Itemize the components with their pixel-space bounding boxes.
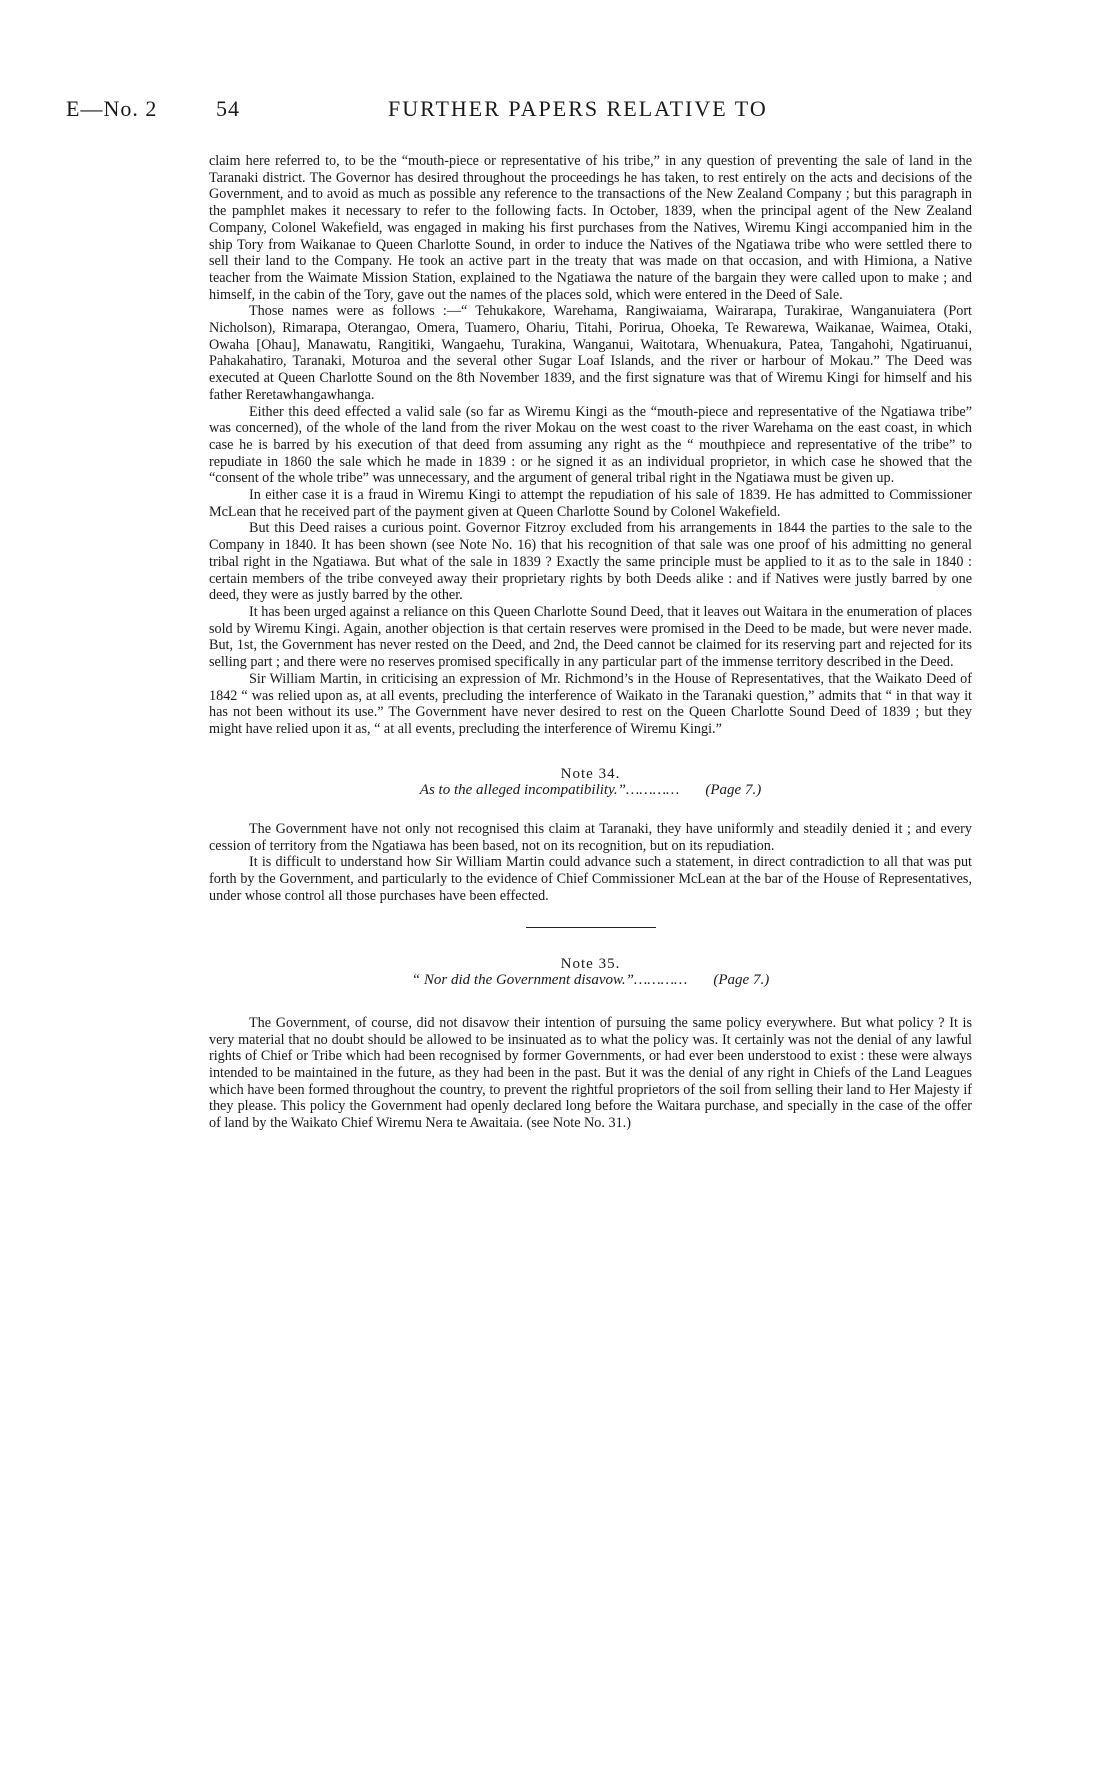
note-34-page-ref: (Page 7.)	[705, 782, 762, 799]
paragraph: It is difficult to understand how Sir William Martin could advance such a statement, in direct contradiction to all that was put forth by the Government, and particularly to the evidence of Chief Commissioner McLean at the bar of the House of Representatives, under whose control all those purchases have been effected.	[209, 854, 972, 904]
header-page-number: 54	[216, 96, 240, 121]
header-running-title: FURTHER PAPERS RELATIVE TO	[388, 96, 768, 121]
paragraph: It has been urged against a reliance on this Queen Charlotte Sound Deed, that it leaves out Waitara in the enumeration of places sold by Wiremu Kingi. Again, another objection is that certain reserves were promised in the Deed to be made, but were never made. But, 1st, the Government has never rested on the Deed, and 2nd, the Deed cannot be claimed for its reserving part and rejected for its selling part ; and there were no reserves promised specifically in any particular part of the immense territory described in the Deed.	[209, 603, 972, 671]
paragraph: The Government have not only not recognised this claim at Taranaki, they have uniformly and steadily denied it ; and every cession of territory from the Ngatiawa has been based, not on its recognition, but on its repudiation.	[209, 821, 972, 854]
note-35-subtitle	[209, 972, 972, 989]
paragraph: The Government, of course, did not disavow their intention of pursuing the same policy everywhere. But what policy ? It is very material that no doubt should be allowed to be insinuated as to what the policy was. It certainly was not the denial of any lawful rights of Chief or Tribe which had been recognised by former Governments, or had ever been understood to exist : these were always intended to be maintained in the future, as they had been in the past. But it was the denial of any right in Chiefs of the Land Leagues which have been formed throughout the country, to prevent the rightful proprietors of the soil from selling their land to Her Majesty if they please. This policy the Government had openly declared long before the Waitara purchase, and specially in the case of the offer of land by the Waikato Chief Wiremu Nera te Awaitaia. (see Note No. 31.)	[209, 1014, 972, 1132]
note-34-title: Note 34.	[560, 765, 621, 782]
paragraph: Those names were as follows :—“ Tehukakore, Warehama, Rangiwaiama, Wairarapa, Turakirae, Wanganuiatera (Port Nicholson), Rimarapa, Oterangao, Omera, Tuamero, Ohariu, Titahi, Porirua, Ohoeka, Te Rewarewa, Waikanae, Waimea, Otaki, Owaha [Ohau], Manawatu, Rangitiki, Wangaehu, Turakina, Wanganui, Waitotara, Whenuakura, Patea, Tangahohi, Ngatiruanui, Pahakahatiro, Taranaki, Moturoa and the several other Sugar Loaf Islands, and the river or harbour of Mokau.” The Deed was executed at Queen Charlotte Sound on the 8th November 1839, and the first signature was that of Wiremu Kingi for himself and his father Reretawhangawhanga.	[209, 303, 972, 403]
note-35-title: Note 35.	[560, 955, 621, 972]
paragraph: claim here referred to, to be the “mouth-piece or representative of his tribe,” in any question of preventing the sale of land in the Taranaki district. The Governor has desired throughout the proceedings he has taken, to rest entirely on the acts and decisions of the Government, and to avoid as much as possible any reference to the transactions of the New Zealand Company ; but this paragraph in the pamphlet makes it necessary to refer to the following facts. In October, 1839, when the principal agent of the New Zealand Company, Colonel Wakefield, was engaged in making his first purchases from the Natives, Wiremu Kingi accompanied him in the ship Tory from Waikanae to Queen Charlotte Sound, in order to induce the Natives of the Ngatiawa tribe who were settled there to sell their land to the Company. He took an active part in the treaty that was made on that occasion, and with Himiona, a Native teacher from the Waimate Mission Station, explained to the Ngatiawa the nature of the bargain they were called upon to make ; and himself, in the cabin of the Tory, gave out the names of the places sold, which were entered in the Deed of Sale.	[209, 153, 972, 303]
paragraph: In either case it is a fraud in Wiremu Kingi to attempt the repudiation of his sale of 1839. He has admitted to Commissioner McLean that he received part of the payment given at Queen Charlotte Sound by Colonel Wakefield.	[209, 487, 972, 520]
header-document-code: E—No. 2	[66, 96, 158, 121]
paragraph: Either this deed effected a valid sale (so far as Wiremu Kingi as the “mouth-piece and representative of the Ngatiawa tribe” was concerned), of the whole of the land from the river Mokau on the west coast to the river Warehama on the east coast, in which case he is barred by his execution of that deed from assuming any right as the “ mouthpiece and representative of the tribe” to repudiate in 1860 the sale which he made in 1839 : or he signed it as an individual proprietor, in which case he showed that the “consent of the whole tribe” was unnecessary, and the argument of general tribal right in the Ngatiawa must be given up.	[209, 403, 972, 487]
paragraph: But this Deed raises a curious point. Governor Fitzroy excluded from his arrangements in 1844 the parties to the sale to the Company in 1840. It has been shown (see Note No. 16) that his recognition of that sale was one proof of his admitting no general tribal right in the Ngatiawa. But what of the sale in 1839 ? Exactly the same principle must be applied to it as to the sale in 1840 : certain members of the tribe conveyed away their proprietary rights by both Deeds alike : and if Natives were justly barred by one deed, they were as justly barred by the other.	[209, 520, 972, 604]
note-34-subtitle	[209, 782, 972, 799]
body-text	[209, 153, 972, 1132]
paragraph: Sir William Martin, in criticising an expression of Mr. Richmond’s in the House of Representatives, that the Waikato Deed of 1842 “ was relied upon as, at all events, precluding the interference of Waikato in the Taranaki question,” admits that “ in that way it has not been without its use.” The Government have never desired to rest on the Queen Charlotte Sound Deed of 1839 ; but they might have relied upon it as, “ at all events, precluding the interference of Wiremu Kingi.”	[209, 670, 972, 737]
note-35-subtitle-text: “ Nor did the Government disavow.”…………	[411, 972, 688, 989]
note-34-subtitle-text: As to the alleged incompatibility.”…………	[419, 782, 680, 799]
page-header	[40, 96, 940, 132]
note-35-page-ref: (Page 7.)	[713, 972, 770, 989]
